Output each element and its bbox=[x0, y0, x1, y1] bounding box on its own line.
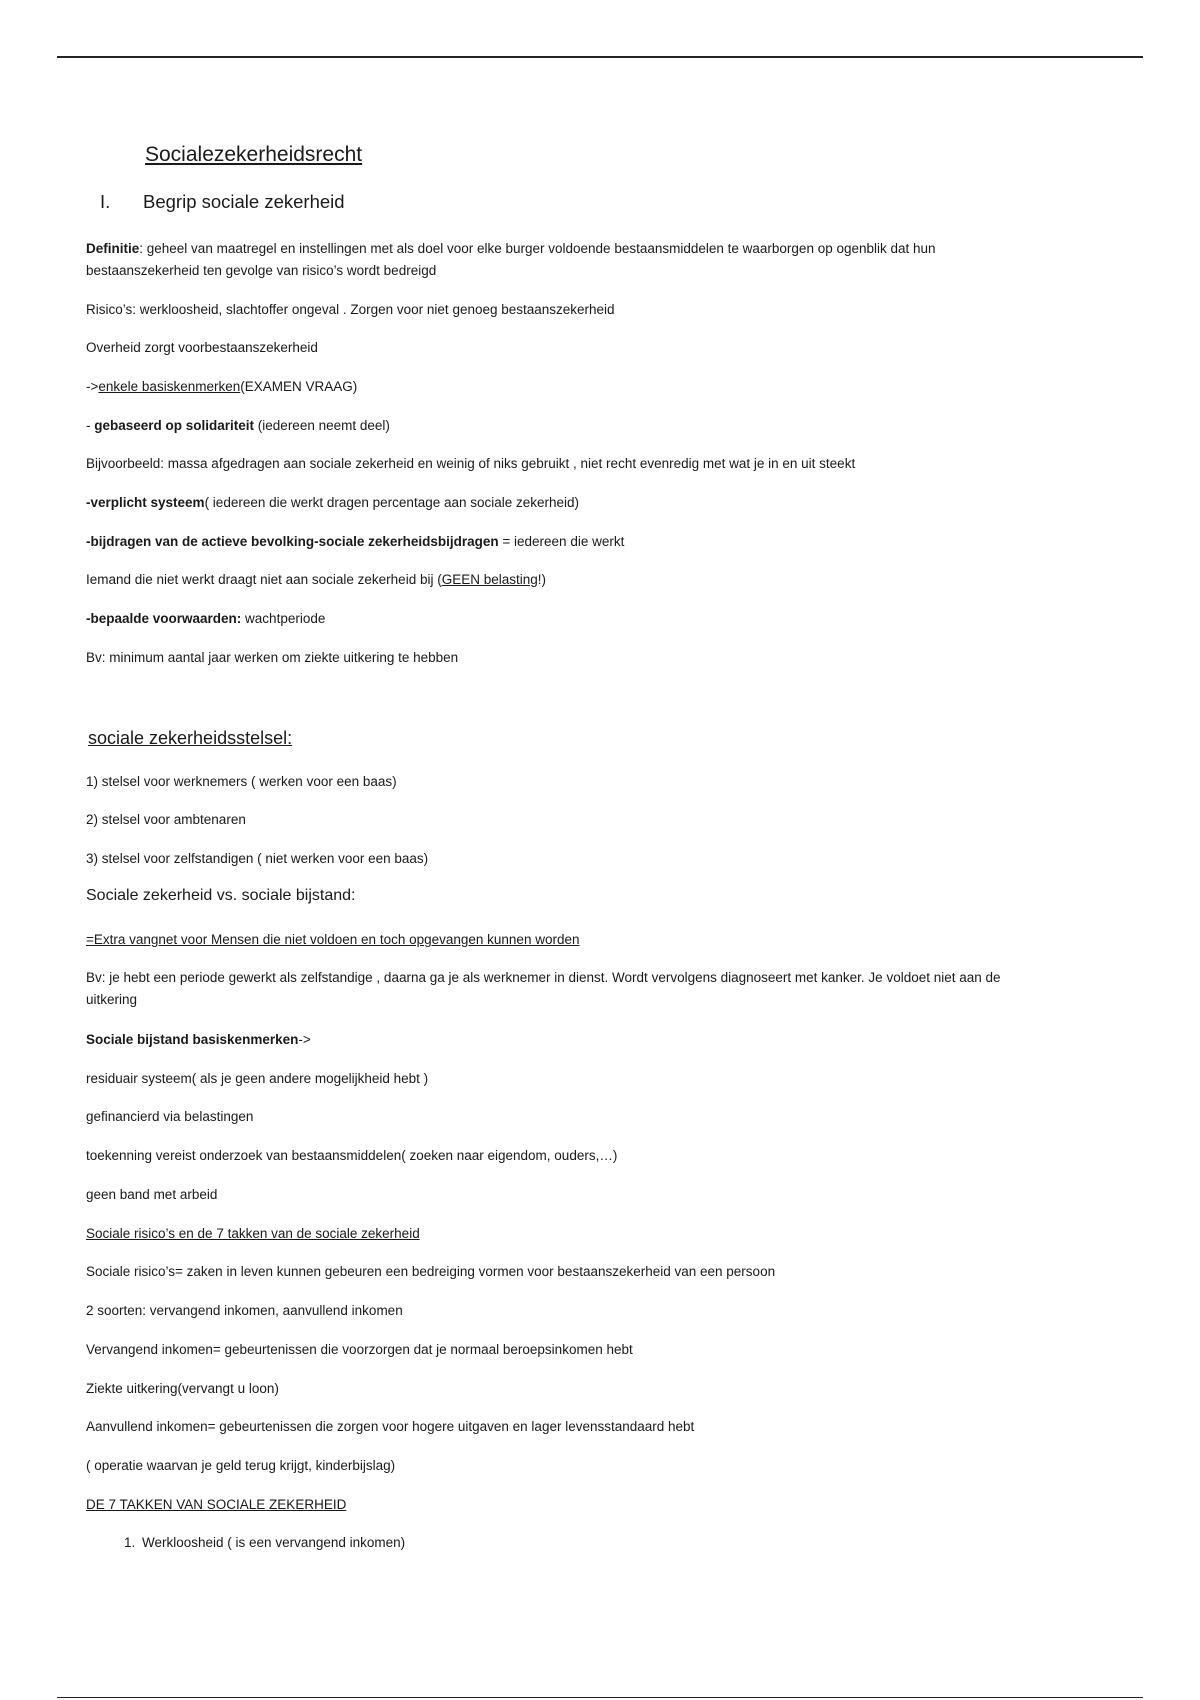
ziekte-line: Ziekte uitkering(vervangt u loon) bbox=[86, 1381, 279, 1396]
bijstand-item: geen band met arbeid bbox=[86, 1187, 218, 1202]
document-title: Socialezekerheidsrecht bbox=[145, 143, 363, 166]
voorwaarden-line bbox=[86, 608, 325, 630]
bijstand-basiskenmerken-line bbox=[86, 1029, 311, 1051]
verplicht-bold: -verplicht systeem bbox=[86, 495, 205, 510]
arrow-text: -> bbox=[86, 379, 99, 394]
overheid-line: Overheid zorgt voorbestaanszekerheid bbox=[86, 340, 318, 355]
definition-text: : geheel van maatregel en instellingen met als doel voor elke burger voldoende bestaansmiddelen te waarborgen op ogenblik dat hun bestaanszekerheid ten gevolge van risico’s wordt bedreigd bbox=[86, 241, 936, 278]
bijvoorbeeld-line: Bijvoorbeeld: massa afgedragen aan sociale zekerheid en weinig of niks gebruikt , niet recht evenredig met wat je in en uit steekt bbox=[86, 456, 856, 471]
bijstand-item: residuair systeem( als je geen andere mogelijkheid hebt ) bbox=[86, 1071, 429, 1086]
bijstand-basiskenmerken-bold: Sociale bijstand basiskenmerken bbox=[86, 1032, 299, 1047]
section-number: I. bbox=[100, 191, 111, 212]
risico-heading: Sociale risico’s en de 7 takken van de sociale zekerheid bbox=[86, 1226, 420, 1241]
bv-minimum-line: Bv: minimum aantal jaar werken om ziekte uitkering te hebben bbox=[86, 650, 459, 665]
list-text: Werkloosheid ( is een vervangend inkomen) bbox=[142, 1535, 406, 1550]
bijdragen-bold: -bijdragen van de actieve bevolking-sociale zekerheidsbijdragen bbox=[86, 534, 499, 549]
risicos-line: Risico’s: werkloosheid, slachtoffer ongeval . Zorgen voor niet genoeg bestaanszekerheid bbox=[86, 302, 615, 317]
solidariteit-bold: gebaseerd op solidariteit bbox=[94, 418, 255, 433]
solidariteit-line bbox=[86, 415, 390, 437]
bijstand-item: gefinancierd via belastingen bbox=[86, 1109, 254, 1124]
verplicht-rest: ( iedereen die werkt dragen percentage aan sociale zekerheid) bbox=[204, 495, 580, 510]
definition-paragraph bbox=[86, 238, 1046, 282]
basiskenmerken-link-text: enkele basiskenmerken bbox=[98, 379, 241, 394]
definition-label: Definitie bbox=[86, 241, 140, 256]
risico-def-line: Sociale risico’s= zaken in leven kunnen gebeuren een bedreiging vormen voor bestaanszekerheid van een persoon bbox=[86, 1264, 776, 1279]
verplicht-line bbox=[86, 492, 579, 514]
stelsel-item: 3) stelsel voor zelfstandigen ( niet werken voor een baas) bbox=[86, 851, 429, 866]
footer-rule bbox=[57, 1697, 1143, 1698]
bijdragen-line bbox=[86, 531, 624, 553]
basiskenmerken-line bbox=[86, 376, 357, 398]
soorten-line: 2 soorten: vervangend inkomen, aanvullend inkomen bbox=[86, 1303, 403, 1318]
arrow-text: -> bbox=[298, 1032, 311, 1047]
bijstand-item: toekenning vereist onderzoek van bestaansmiddelen( zoeken naar eigendom, ouders,…) bbox=[86, 1148, 618, 1163]
bijdragen-rest: = iedereen die werkt bbox=[498, 534, 625, 549]
bijstand-heading: Sociale zekerheid vs. sociale bijstand: bbox=[86, 887, 356, 904]
takken-heading: DE 7 TAKKEN VAN SOCIALE ZEKERHEID bbox=[86, 1497, 347, 1512]
takken-list-item bbox=[124, 1535, 405, 1550]
list-number: 1. bbox=[124, 1535, 136, 1550]
voorwaarden-rest: wachtperiode bbox=[241, 611, 326, 626]
stelsel-item: 2) stelsel voor ambtenaren bbox=[86, 812, 246, 827]
vangnet-line: =Extra vangnet voor Mensen die niet voldoen en toch opgevangen kunnen worden bbox=[86, 932, 580, 947]
stelsel-item: 1) stelsel voor werknemers ( werken voor een baas) bbox=[86, 774, 397, 789]
section-title: Begrip sociale zekerheid bbox=[143, 191, 345, 212]
bijstand-example: Bv: je hebt een periode gewerkt als zelfstandige , daarna ga je als werknemer in dienst. Wordt vervolgens diagnoseert met kanker. Je voldoet niet aan de uitkering bbox=[86, 970, 1001, 1007]
geen-belasting: GEEN belasting bbox=[441, 572, 538, 587]
stelsel-heading: sociale zekerheidsstelsel: bbox=[88, 728, 293, 748]
solidariteit-rest: (iedereen neemt deel) bbox=[254, 418, 390, 433]
vervangend-line: Vervangend inkomen= gebeurtenissen die voorzorgen dat je normaal beroepsinkomen hebt bbox=[86, 1342, 633, 1357]
voorwaarden-bold: -bepaalde voorwaarden: bbox=[86, 611, 242, 626]
operatie-line: ( operatie waarvan je geld terug krijgt, kinderbijslag) bbox=[86, 1458, 396, 1473]
iemand-line bbox=[86, 569, 546, 591]
exam-note: (EXAMEN VRAAG) bbox=[240, 379, 358, 394]
iemand-suffix: !) bbox=[537, 572, 547, 587]
iemand-text: Iemand die niet werkt draagt niet aan sociale zekerheid bij ( bbox=[86, 572, 442, 587]
aanvullend-line: Aanvullend inkomen= gebeurtenissen die zorgen voor hogere uitgaven en lager levensstandaard hebt bbox=[86, 1419, 695, 1434]
header-rule bbox=[57, 56, 1143, 58]
dash-prefix: - bbox=[86, 418, 95, 433]
